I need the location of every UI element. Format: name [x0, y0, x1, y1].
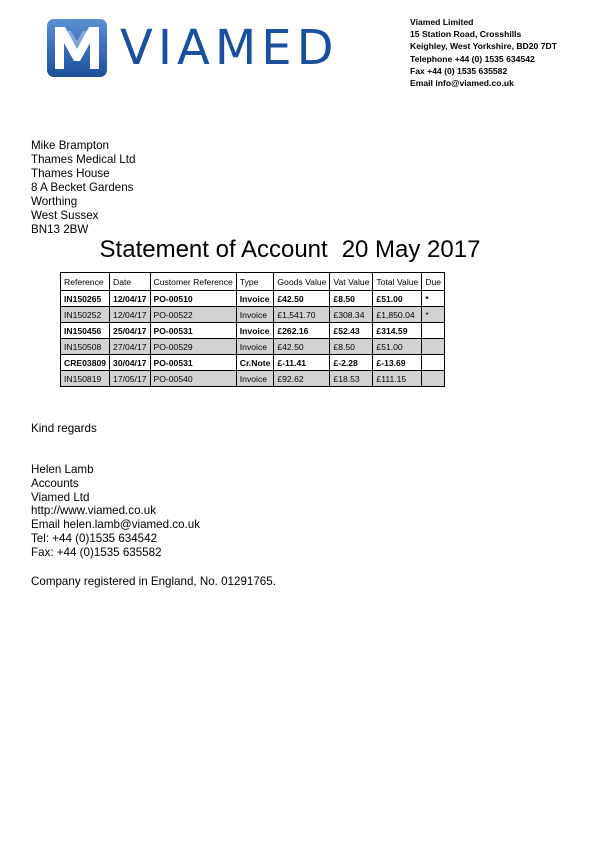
recipient-company: Thames Medical Ltd: [31, 153, 136, 166]
vat-value-cell: £308.34: [330, 307, 373, 323]
due-cell: [422, 339, 445, 355]
company-street: 15 Station Road, Crosshills: [410, 29, 522, 40]
type-cell: Invoice: [236, 291, 274, 307]
statement-table-body: [61, 291, 445, 387]
date-cell: 27/04/17: [110, 339, 150, 355]
reference-cell: CRE03809: [61, 355, 110, 371]
signatory-department: Accounts: [31, 476, 79, 490]
company-address: [410, 16, 557, 89]
reference-cell: IN150508: [61, 339, 110, 355]
customer-reference-cell: PO-00531: [150, 323, 236, 339]
type-cell: Invoice: [236, 323, 274, 339]
customer-reference-cell: PO-00531: [150, 355, 236, 371]
vat-value-cell: £-2.28: [330, 355, 373, 371]
logo-wordmark: VIAMED: [120, 20, 339, 76]
date-cell: 17/05/17: [110, 371, 150, 387]
column-header: Vat Value: [330, 273, 373, 291]
signatory-name: Helen Lamb: [31, 463, 94, 476]
signatory-fax: Fax: +44 (0)1535 635582: [31, 545, 162, 559]
company-registration: Company registered in England, No. 01291765.: [31, 575, 276, 588]
vat-value-cell: £8.50: [330, 291, 373, 307]
table-row: [61, 291, 445, 307]
type-cell: Invoice: [236, 307, 274, 323]
statement-heading: [0, 236, 580, 264]
total-value-cell: £1,850.04: [373, 307, 422, 323]
company-email: Email info@viamed.co.uk: [410, 78, 514, 89]
table-row: [61, 323, 445, 339]
closing-line: Kind regards: [31, 422, 97, 435]
total-value-cell: £51.00: [373, 339, 422, 355]
company-telephone: Telephone +44 (0) 1535 634542: [410, 53, 535, 64]
vat-value-cell: £18.53: [330, 371, 373, 387]
viamed-logo: [47, 19, 339, 77]
recipient-address: [31, 139, 135, 237]
total-value-cell: £314.59: [373, 323, 422, 339]
customer-reference-cell: PO-00529: [150, 339, 236, 355]
table-row: [61, 307, 445, 323]
column-header: Customer Reference: [150, 273, 236, 291]
recipient-postcode: BN13 2BW: [31, 223, 89, 236]
due-cell: [422, 355, 445, 371]
total-value-cell: £51.00: [373, 291, 422, 307]
reference-cell: IN150456: [61, 323, 110, 339]
table-header-row: [61, 273, 445, 291]
reference-cell: IN150252: [61, 307, 110, 323]
column-header: Due: [422, 273, 445, 291]
date-cell: 25/04/17: [110, 323, 150, 339]
signatory-telephone: Tel: +44 (0)1535 634542: [31, 531, 158, 545]
due-cell: *: [422, 291, 445, 307]
goods-value-cell: £92.62: [274, 371, 330, 387]
company-name: Viamed Limited: [410, 17, 474, 27]
due-cell: *: [422, 307, 445, 323]
type-cell: Invoice: [236, 371, 274, 387]
recipient-name: Mike Brampton: [31, 139, 109, 152]
recipient-town: Worthing: [31, 195, 78, 208]
signatory-email: Email helen.lamb@viamed.co.uk: [31, 518, 201, 532]
signatory-company: Viamed Ltd: [31, 490, 90, 504]
goods-value-cell: £1,541.70: [274, 307, 330, 323]
goods-value-cell: £42.50: [274, 339, 330, 355]
viamed-logo-mark-icon: [47, 19, 107, 77]
goods-value-cell: £42.50: [274, 291, 330, 307]
vat-value-cell: £52.43: [330, 323, 373, 339]
date-cell: 30/04/17: [110, 355, 150, 371]
column-header: Total Value: [373, 273, 422, 291]
total-value-cell: £111.15: [373, 371, 422, 387]
total-value-cell: £-13.69: [373, 355, 422, 371]
customer-reference-cell: PO-00540: [150, 371, 236, 387]
company-fax: Fax +44 (0) 1535 635582: [410, 65, 508, 76]
due-cell: [422, 323, 445, 339]
goods-value-cell: £-11.41: [274, 355, 330, 371]
date-cell: 12/04/17: [110, 307, 150, 323]
customer-reference-cell: PO-00522: [150, 307, 236, 323]
reference-cell: IN150819: [61, 371, 110, 387]
table-row: [61, 371, 445, 387]
column-header: Date: [110, 273, 150, 291]
column-header: Reference: [61, 273, 110, 291]
statement-title: Statement of Account: [99, 236, 328, 263]
reference-cell: IN150265: [61, 291, 110, 307]
signatory-website: http://www.viamed.co.uk: [31, 504, 157, 518]
column-header: Goods Value: [274, 273, 330, 291]
table-row: [61, 339, 445, 355]
recipient-building: Thames House: [31, 167, 110, 180]
signature-block: [31, 463, 200, 560]
vat-value-cell: £8.50: [330, 339, 373, 355]
type-cell: Invoice: [236, 339, 274, 355]
recipient-street: 8 A Becket Gardens: [31, 181, 134, 194]
column-header: Type: [236, 273, 274, 291]
recipient-county: West Sussex: [31, 209, 99, 222]
table-row: [61, 355, 445, 371]
goods-value-cell: £262.16: [274, 323, 330, 339]
company-town: Keighley, West Yorkshire, BD20 7DT: [410, 41, 557, 52]
customer-reference-cell: PO-00510: [150, 291, 236, 307]
type-cell: Cr.Note: [236, 355, 274, 371]
statement-table: [60, 272, 445, 387]
due-cell: [422, 371, 445, 387]
statement-date: 20 May 2017: [341, 236, 481, 263]
date-cell: 12/04/17: [110, 291, 150, 307]
